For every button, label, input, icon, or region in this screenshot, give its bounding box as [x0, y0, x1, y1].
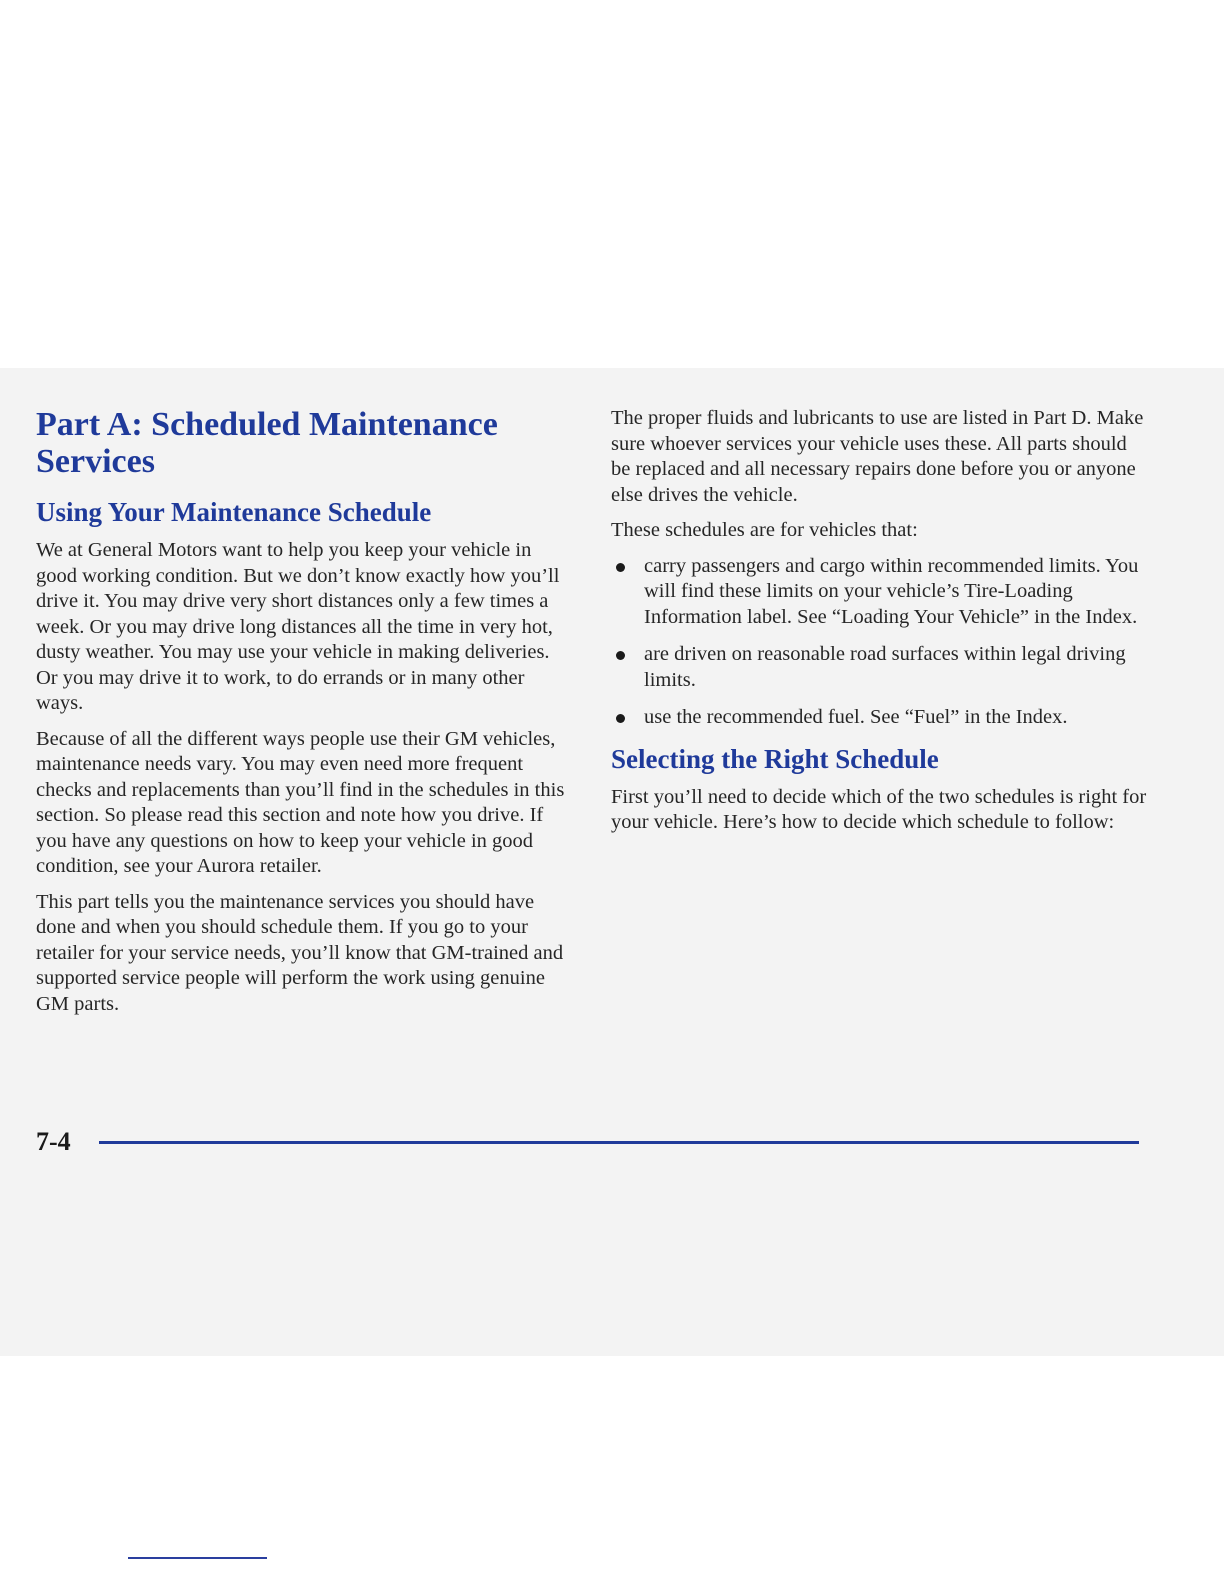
- footer-divider: [99, 1141, 1139, 1144]
- list-item-text: carry passengers and cargo within recommended limits. You will find these limits on your vehicle’s Tire-Loading Information label. See “Loading Your Vehicle” in the Index.: [644, 554, 1139, 628]
- manual-page: [0, 368, 1224, 1356]
- paragraph: We at General Motors want to help you keep your vehicle in good working condition. But we don’t know exactly how you’ll drive it. You may drive very short distances only a few times a week. Or you may drive long distances all the time in very hot, dusty weather. You may use your vehicle in making deliveries. Or you may drive it to work, to do errands or in many other ways.: [36, 539, 560, 714]
- paragraph-closing: First you’ll need to decide which of the two schedules is right for your vehicle. Here’s how to decide which schedule to follow:: [611, 785, 1147, 833]
- right-column: [611, 406, 1151, 846]
- list-item-text: are driven on reasonable road surfaces within legal driving limits.: [644, 643, 1126, 691]
- list-item: [611, 554, 1151, 631]
- bullet-icon: [616, 563, 625, 572]
- section-title-selecting-schedule: Selecting the Right Schedule: [611, 743, 939, 774]
- list-item: [611, 705, 1151, 731]
- paragraph-fluids: The proper fluids and lubricants to use are listed in Part D. Make sure whoever services your vehicle uses these. All parts should be replaced and all necessary repairs done before you or anyone else drives the vehicle.: [611, 407, 1144, 506]
- left-column: [36, 406, 566, 1027]
- paragraph: This part tells you the maintenance services you should have done and when you should schedule them. If you go to your retailer for your service needs, you’ll know that GM-trained and supported service people will perform the work using genuine GM parts.: [36, 890, 564, 1015]
- bottom-divider: [128, 1557, 267, 1559]
- part-title: Part A: Scheduled Maintenance Services: [36, 406, 498, 480]
- page-footer: [36, 1126, 1146, 1166]
- list-item: [611, 642, 1151, 693]
- paragraph: Because of all the different ways people use their GM vehicles, maintenance needs vary. You may even need more frequent checks and replacements than you’ll find in the schedules in this section. So please read this section and note how you drive. If you have any questions on how to keep your vehicle in good condition, see your Aurora retailer.: [36, 727, 565, 877]
- list-item-text: use the recommended fuel. See “Fuel” in the Index.: [644, 706, 1068, 728]
- bullet-icon: [616, 651, 625, 660]
- page-number: 7-4: [36, 1127, 71, 1156]
- bullet-icon: [616, 714, 625, 723]
- vehicle-conditions-list: [611, 554, 1151, 731]
- section-title-using-schedule: Using Your Maintenance Schedule: [36, 497, 432, 527]
- list-intro: These schedules are for vehicles that:: [611, 519, 918, 541]
